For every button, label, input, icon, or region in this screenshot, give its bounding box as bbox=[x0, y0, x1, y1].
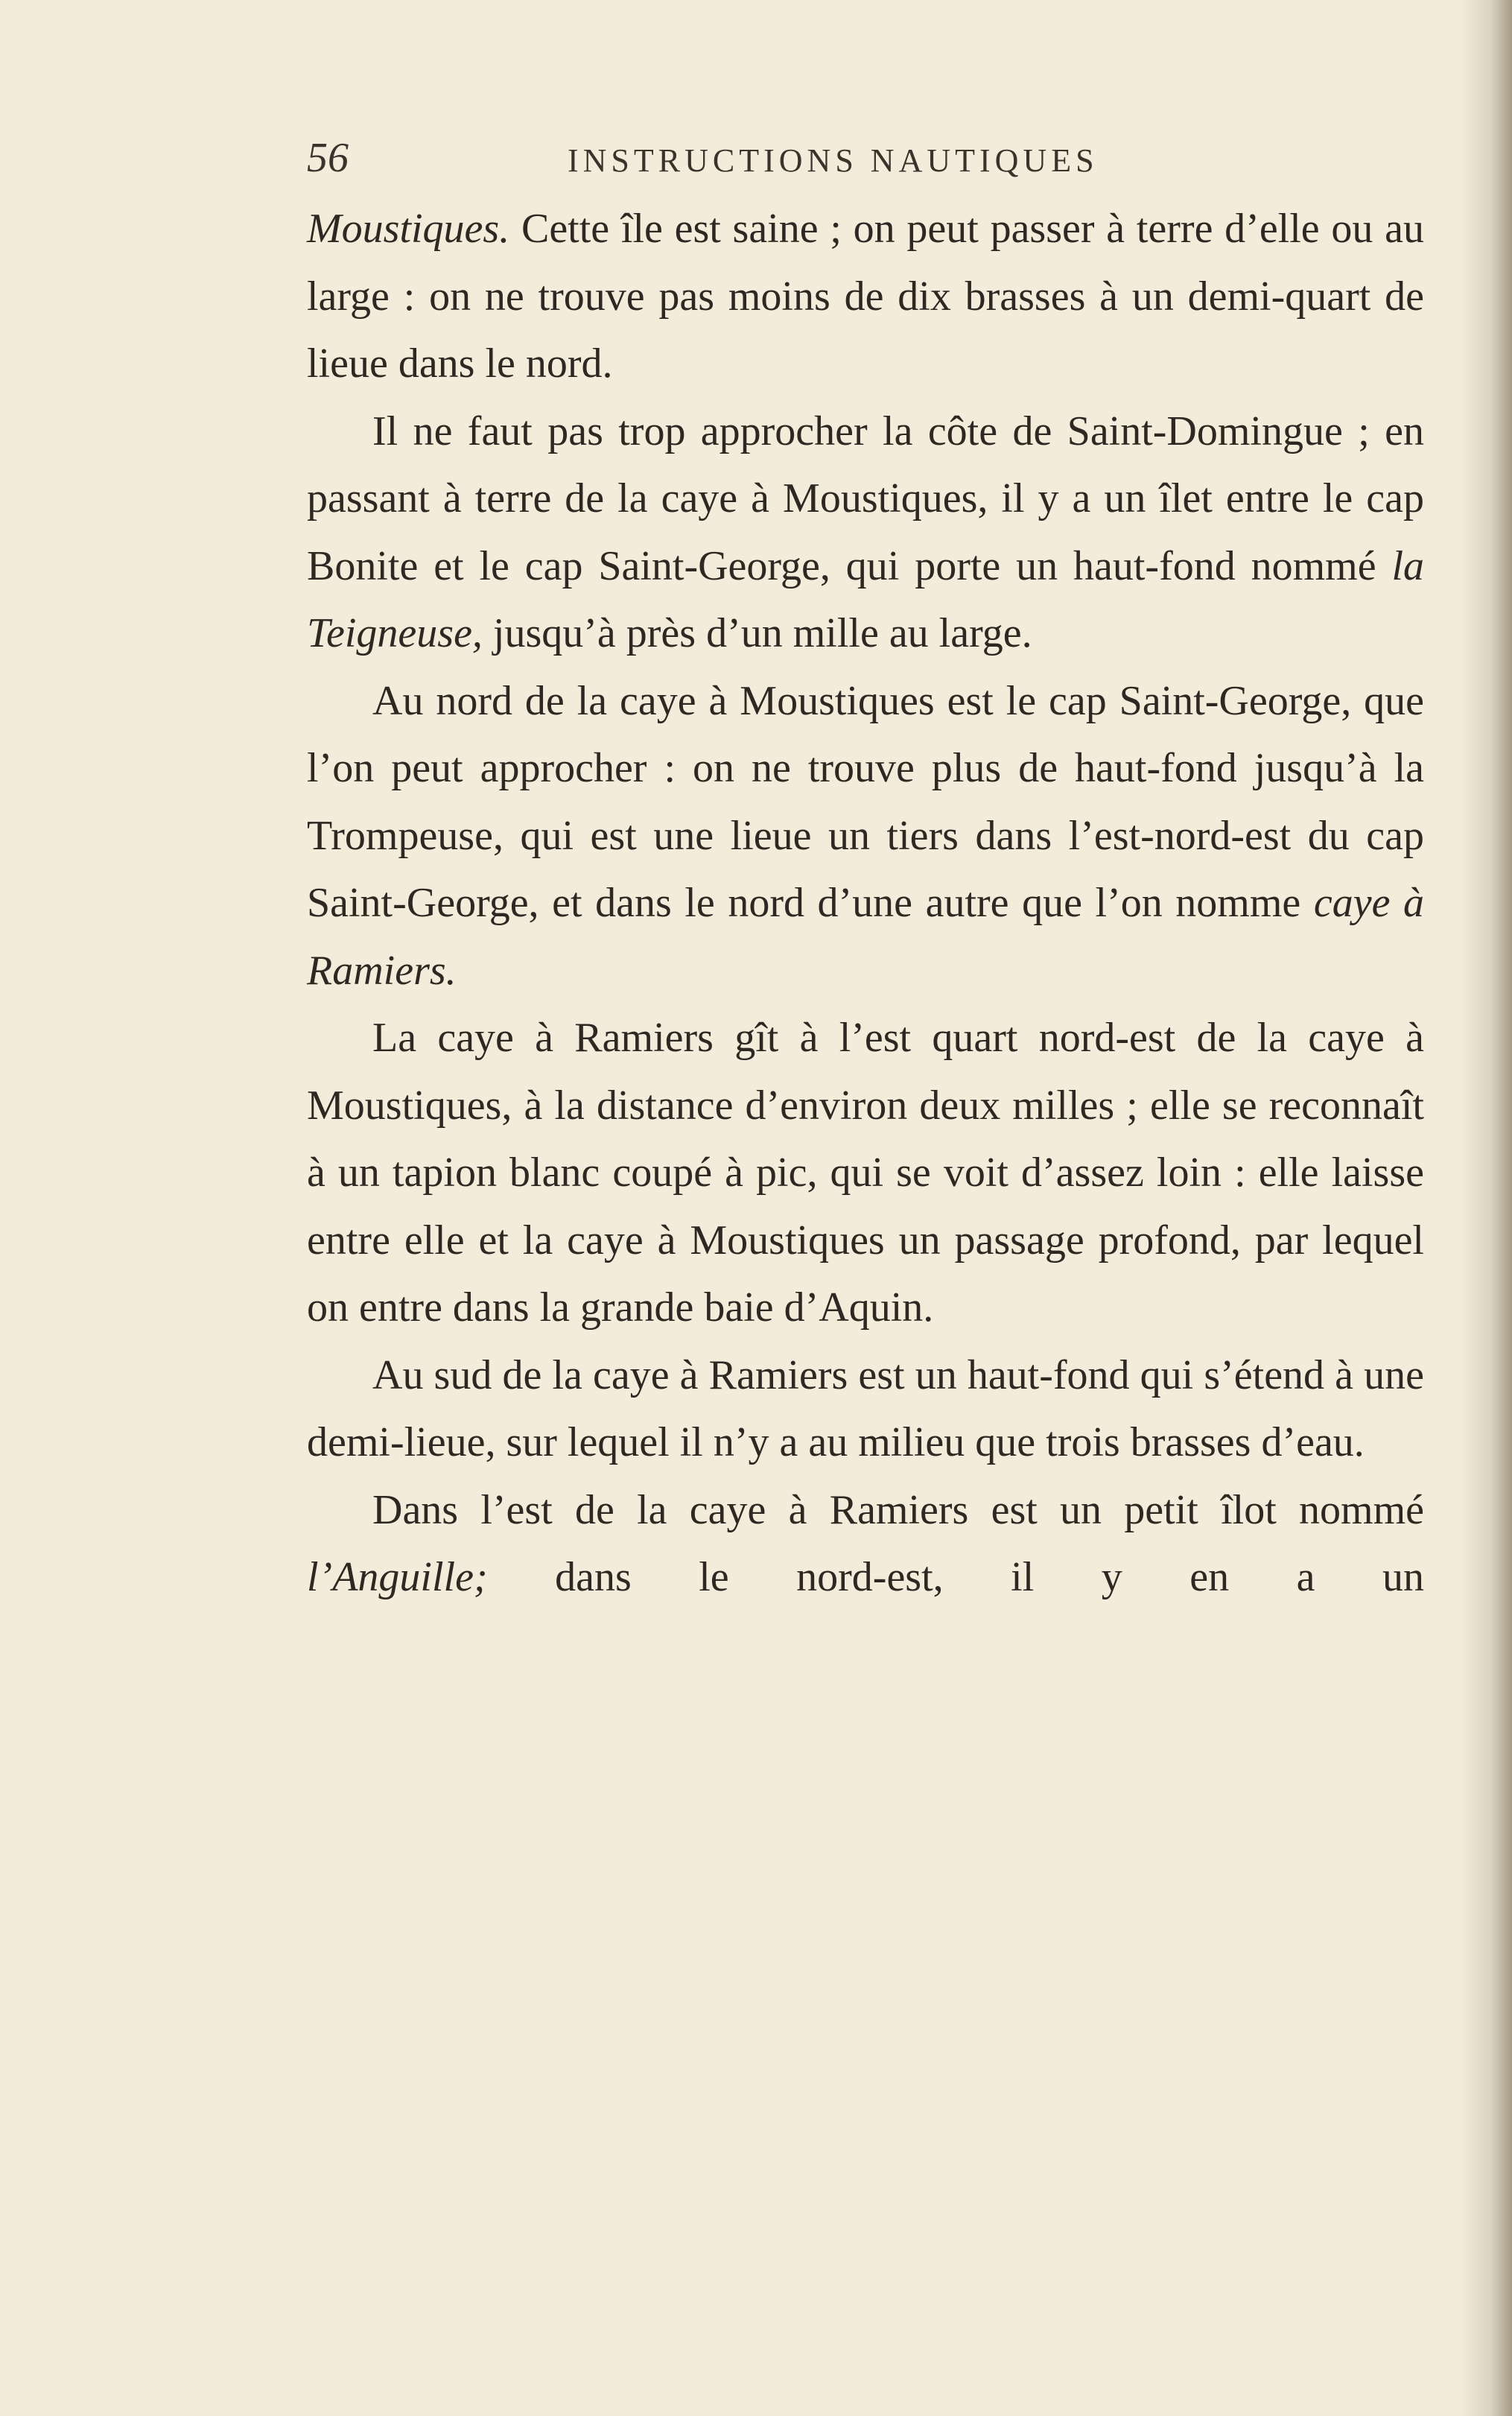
text-segment: Au nord de la caye à Moustiques est le cap Saint-George, que l’on peut approcher : on ne trouve plus de haut-fond jusqu’à la Trompeuse, qui est une lieue un tiers dans l’est-nord-est du cap Saint-George, et dans le nord d’une autre que l’on nomme bbox=[307, 677, 1424, 926]
running-head bbox=[307, 134, 1424, 194]
paragraph-1 bbox=[307, 195, 1424, 398]
text-segment: jusqu’à près d’un mille au large. bbox=[482, 610, 1032, 656]
paragraph-3 bbox=[307, 668, 1424, 1005]
text-segment: la Teigneuse, bbox=[307, 542, 1424, 656]
paragraph-2 bbox=[307, 398, 1424, 668]
text-segment: La caye à Ramiers gît à l’est quart nord-est de la caye à Moustiques, à la distance d’environ deux milles ; elle se reconnaît à un tapion blanc coupé à pic, qui se voit d’assez loin : elle laisse entre elle et la caye à Moustiques un passage profond, par lequel on entre dans la grande baie d’Aquin. bbox=[307, 1015, 1424, 1331]
text-segment: l’Anguille; bbox=[307, 1554, 488, 1600]
paragraph-4 bbox=[307, 1004, 1424, 1342]
paragraph-6 bbox=[307, 1477, 1424, 1611]
text-segment: Cette île est saine ; on peut passer à terre d’elle ou au large : on ne trouve pas moins de dix brasses à un demi-quart de lieue dans le nord. bbox=[307, 206, 1424, 387]
body-text bbox=[307, 195, 1424, 1611]
text-segment: Au sud de la caye à Ramiers est un haut-fond qui s’étend à une demi-lieue, sur lequel il n’y a au milieu que trois brasses d’eau. bbox=[307, 1351, 1424, 1465]
paragraph-5 bbox=[307, 1342, 1424, 1477]
text-segment: caye à Ramiers. bbox=[307, 880, 1424, 994]
text-segment: dans le nord-est, il y en a un bbox=[487, 1554, 1424, 1600]
text-segment: Il ne faut pas trop approcher la côte de Saint-Domingue ; en passant à terre de la caye à Moustiques, il y a un îlet entre le cap Bonite et le cap Saint-George, qui porte un haut-fond nommé bbox=[307, 408, 1424, 589]
text-segment: Moustiques. bbox=[307, 206, 510, 252]
running-title: INSTRUCTIONS NAUTIQUES bbox=[568, 142, 1099, 179]
page-number: 56 bbox=[307, 135, 349, 181]
page-edge-shadow bbox=[1460, 0, 1512, 2416]
text-segment: Dans l’est de la caye à Ramiers est un petit îlot nommé bbox=[372, 1486, 1424, 1533]
